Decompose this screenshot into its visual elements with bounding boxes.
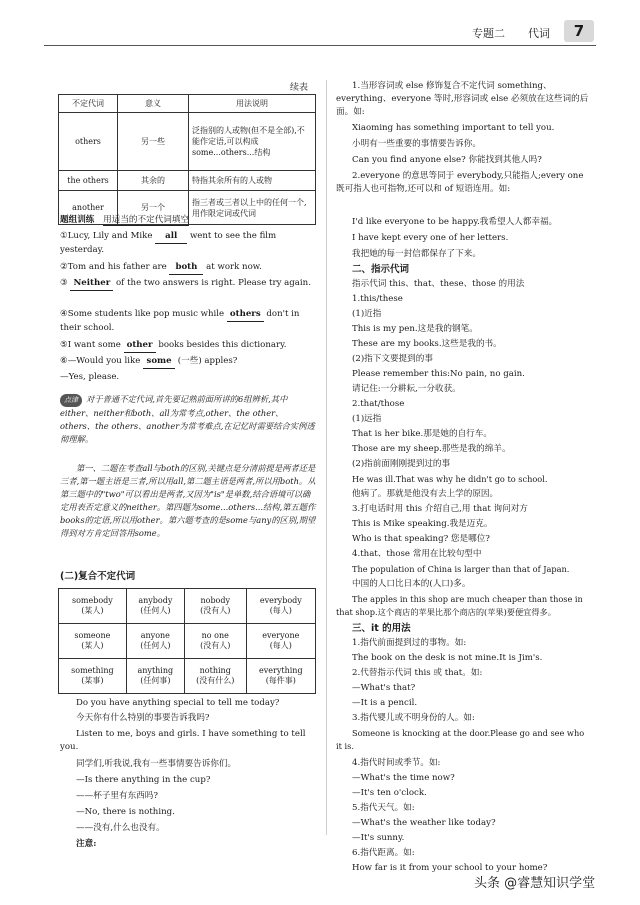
example-sentence: This is my pen.这是我的钢笔。: [352, 324, 478, 334]
example-sentence: Please remember this:No pain, no gain.: [352, 369, 525, 379]
table-cell: [184, 624, 246, 659]
pronoun-meaning: (每件事): [265, 676, 296, 685]
pronoun-meaning: (某人): [81, 641, 104, 650]
answer-blank: both: [169, 261, 203, 275]
example-sentence: I'd like everyone to be happy.我希望人人都幸福。: [352, 217, 558, 227]
compound-pronoun-table: [58, 588, 316, 694]
rule-text: 2.代替指示代词 this 或 that。如:: [352, 668, 483, 678]
exercise-item-text: went to see the film yesterday.: [60, 231, 277, 255]
example-translation: ——杯子里有东西吗?: [76, 791, 158, 801]
watermark: 头条 @睿慧知识学堂: [474, 876, 596, 891]
example-translation: 他病了。那就是他没有去上学的原因。: [352, 489, 499, 499]
exercise-item-text: books besides this dictionary.: [158, 340, 287, 350]
table-cell: the others: [59, 171, 118, 191]
exercise-instruction: 用适当的不定代词填空: [103, 215, 190, 225]
answer-blank: other: [124, 339, 156, 353]
pronoun-meaning: (任何人): [140, 641, 171, 650]
example-sentence: Someone is knocking at the door.Please go and see who it is.: [336, 728, 585, 751]
example-translation: 我把她的每一封信都保存了下来。: [352, 249, 481, 259]
exercise-item: [60, 230, 316, 257]
exercise-item: [60, 277, 316, 291]
example-sentence: Do you have anything special to tell me today?: [76, 698, 280, 708]
continued-label: 续表: [290, 83, 309, 93]
pronoun-meaning: (没有什么): [196, 676, 235, 685]
exercise-item-text: ⑤I want some: [60, 340, 121, 350]
example-sentence: These are my books.这些是我的书。: [352, 339, 502, 349]
exercise-item-text: ④Some students like pop music while: [60, 309, 225, 319]
table-row: [59, 659, 316, 694]
pronoun-word: everyone: [262, 631, 300, 640]
rule-text: 3.指代婴儿或不明身份的人。如:: [352, 713, 475, 723]
example-sentence: How far is it from your school to your home?: [352, 863, 548, 873]
pronoun-word: someone: [74, 631, 111, 640]
exercise-title: 题组训练: [60, 215, 95, 225]
example-sentence: That is her bike.那是她的自行车。: [352, 429, 492, 439]
table-row: [59, 589, 316, 624]
example-sentence: Can you find anyone else? 你能找到其他人吗?: [352, 155, 542, 165]
rule-text: 1.指代前面提到过的事物。如:: [352, 638, 467, 648]
indefinite-pronoun-table: [58, 94, 316, 225]
pronoun-word: anything: [137, 666, 174, 675]
pronoun-word: everything: [259, 666, 303, 675]
table-cell: [246, 589, 315, 624]
exercise-item-text: ②Tom and his father are: [60, 262, 167, 272]
table-row: [59, 171, 316, 191]
exercise-reply: —Yes, please.: [60, 372, 120, 382]
example-sentence: Xiaoming has something important to tell you.: [352, 123, 555, 133]
table-cell: 另一个: [118, 191, 189, 225]
pronoun-meaning: (任何人): [140, 606, 171, 615]
rule-text: 2.everyone 的意思等同于 everybody,只能指人;every one 既可指人也可指物,还可以和 of 短语连用。如:: [336, 171, 584, 194]
example-sentence: I have kept every one of her letters.: [352, 233, 509, 243]
header-rule: [44, 45, 596, 46]
table-cell: [246, 624, 315, 659]
table-header-cell: 用法说明: [189, 95, 316, 113]
answer-blank: Neither: [70, 277, 113, 291]
table-cell: 另一些: [118, 113, 189, 171]
example-translation: 小明有一些重要的事情要告诉你。: [352, 139, 481, 149]
answer-blank: some: [143, 355, 175, 369]
example-sentence: —What's that?: [352, 683, 416, 693]
table-cell: another: [59, 191, 118, 225]
table-cell: [184, 589, 246, 624]
pronoun-meaning: (没有人): [200, 641, 231, 650]
example-sentence: Listen to me, boys and girls. I have something to tell you.: [60, 729, 306, 752]
pronoun-word: somebody: [71, 596, 113, 605]
sub-heading: (2)指下文要提到的事: [352, 354, 433, 364]
example-sentence: —What's the weather like today?: [352, 818, 496, 828]
pronoun-word: no one: [201, 631, 229, 640]
table-cell: 指三者或三者以上中的任何一个,用作限定词或代词: [189, 191, 316, 225]
section-heading: 三、it 的用法: [352, 623, 411, 634]
example-sentence: This is Mike speaking.我是迈克。: [352, 519, 493, 529]
example-translation: ——没有,什么也没有。: [76, 823, 165, 833]
table-row: [59, 113, 316, 171]
table-cell: 特指其余所有的人或物: [189, 171, 316, 191]
tips-paragraph: 第一、二题在考查all与both的区别,关键点是分清前提是两者还是三者,第一题主语是三者,所以用all,第二题主语是两者,所以用both。从第三题中的"two"可以看出是两者,又因为"is"是单数,结合语境可以确定用表否定意义的neither。第四题为some...others...结构,第五题作books的定语,所以用other。第六题考查的是some与any的区别,期望得到对方肯定回答用some。: [60, 463, 316, 538]
table-cell: 其余的: [118, 171, 189, 191]
pronoun-meaning: (任何事): [140, 676, 171, 685]
example-sentence: Those are my sheep.那些是我的绵羊。: [352, 444, 511, 454]
exercise-heading: [60, 214, 316, 227]
example-sentence: —It's sunny.: [352, 833, 405, 843]
example-sentence: He was ill.That was why he didn't go to school.: [352, 474, 548, 484]
example-translation: 请记住:一分耕耘,一分收获。: [352, 384, 461, 394]
pronoun-meaning: (每人): [269, 641, 292, 650]
rule-text: 5.指代天气。如:: [352, 803, 415, 813]
rule-text: 4.that、those 常用在比较句型中: [352, 549, 482, 559]
page-number: 7: [564, 20, 594, 42]
rule-text: 3.打电话时用 this 介绍自己,用 that 询问对方: [352, 504, 528, 514]
table-cell: others: [59, 113, 118, 171]
pronoun-word: nobody: [200, 596, 231, 605]
answer-blank: all: [155, 230, 187, 244]
exercise-item-text: (一些) apples?: [177, 356, 238, 366]
exercise-item: [60, 261, 316, 275]
table-header-row: [59, 95, 316, 113]
rule-text: 6.指代距离。如:: [352, 848, 415, 858]
exercise-item: [60, 355, 316, 369]
pronoun-word: anyone: [140, 631, 170, 640]
sub-heading: 1.this/these: [352, 294, 403, 304]
table-cell: [126, 624, 184, 659]
rule-text: 4.指代时间或季节。如:: [352, 758, 441, 768]
tips-block: [60, 393, 316, 446]
example-sentence: —No, there is nothing.: [76, 807, 175, 817]
pronoun-meaning: (每人): [269, 606, 292, 615]
table-cell: [59, 589, 127, 624]
example-sentence: The population of China is larger than that of Japan.: [352, 564, 570, 574]
sub-heading: (1)近指: [352, 309, 382, 319]
example-translation: 同学们,听我说,我有一些事情要告诉你们。: [76, 759, 237, 769]
exercise-item-text: ①Lucy, Lily and Mike: [60, 231, 153, 241]
sub-heading: 2.that/those: [352, 399, 405, 409]
example-translation: 今天你有什么特别的事要告诉我吗?: [76, 713, 210, 723]
column-divider: [326, 80, 327, 835]
pronoun-word: something: [71, 666, 114, 675]
compound-section-title: (二)复合不定代词: [60, 571, 136, 582]
exercise-item-text: ③: [60, 278, 68, 288]
sub-heading: (1)远指: [352, 414, 382, 424]
exercise-item: [60, 308, 316, 335]
pronoun-meaning: (没有人): [200, 606, 231, 615]
rule-text: 1.当形容词或 else 修饰复合不定代词 something、everything、everyone 等时,形容词或 else 必须放在这些词的后面。如:: [336, 81, 589, 117]
example-sentence: The apples in this shop are much cheaper than those in that shop.这个商店的苹果比那个商店的(苹果)要便宜得多。: [336, 594, 583, 617]
example-translation: 中国的人口比日本的(人口)多。: [352, 579, 471, 589]
table-cell: [126, 659, 184, 694]
header-section: 专题二: [472, 27, 505, 40]
table-header-cell: 不定代词: [59, 95, 118, 113]
example-sentence: Who is that speaking? 您是哪位?: [352, 534, 490, 544]
tips-badge: 点津: [60, 394, 82, 407]
note-label: 注意:: [76, 839, 97, 849]
pronoun-word: anybody: [138, 596, 173, 605]
exercise-item-text: ⑥—Would you like: [60, 356, 141, 366]
exercise-item-text: don't in their school.: [60, 309, 300, 333]
example-sentence: —It's ten o'clock.: [352, 788, 427, 798]
pronoun-meaning: (某人): [81, 606, 104, 615]
table-row: [59, 624, 316, 659]
exercise-item-text: at work now.: [206, 262, 262, 272]
table-cell: [59, 659, 127, 694]
sub-heading: (2)指前面刚刚提到过的事: [352, 459, 451, 469]
pronoun-word: nothing: [199, 666, 231, 675]
table-header-cell: 意义: [118, 95, 189, 113]
exercise-item: [60, 339, 316, 353]
example-sentence: —It is a pencil.: [352, 698, 418, 708]
tips-paragraph: 对于普通不定代词,首先要记熟前面所讲的6组辨析,其中either、neither和both、all为常考点,other、the other、others、the others、another为常考难点,在记忆时需要结合实例透彻理解。: [60, 394, 315, 444]
table-cell: [59, 624, 127, 659]
pronoun-word: everybody: [259, 596, 302, 605]
section-heading: 二、指示代词: [352, 264, 410, 275]
rule-text: 指示代词 this、that、these、those 的用法: [352, 279, 525, 289]
example-sentence: The book on the desk is not mine.It is Jim's.: [352, 653, 543, 663]
exercise-item-text: of the two answers is right. Please try again.: [116, 278, 311, 288]
example-sentence: —What's the time now?: [352, 773, 455, 783]
pronoun-meaning: (某事): [81, 676, 104, 685]
table-cell: [184, 659, 246, 694]
answer-blank: others: [227, 308, 264, 322]
example-sentence: —Is there anything in the cup?: [76, 775, 211, 785]
header-topic: 代词: [528, 27, 550, 40]
table-cell: [246, 659, 315, 694]
table-cell: 泛指别的人或物(但不是全部),不能作定语,可以构成some...others...结构: [189, 113, 316, 171]
table-cell: [126, 589, 184, 624]
